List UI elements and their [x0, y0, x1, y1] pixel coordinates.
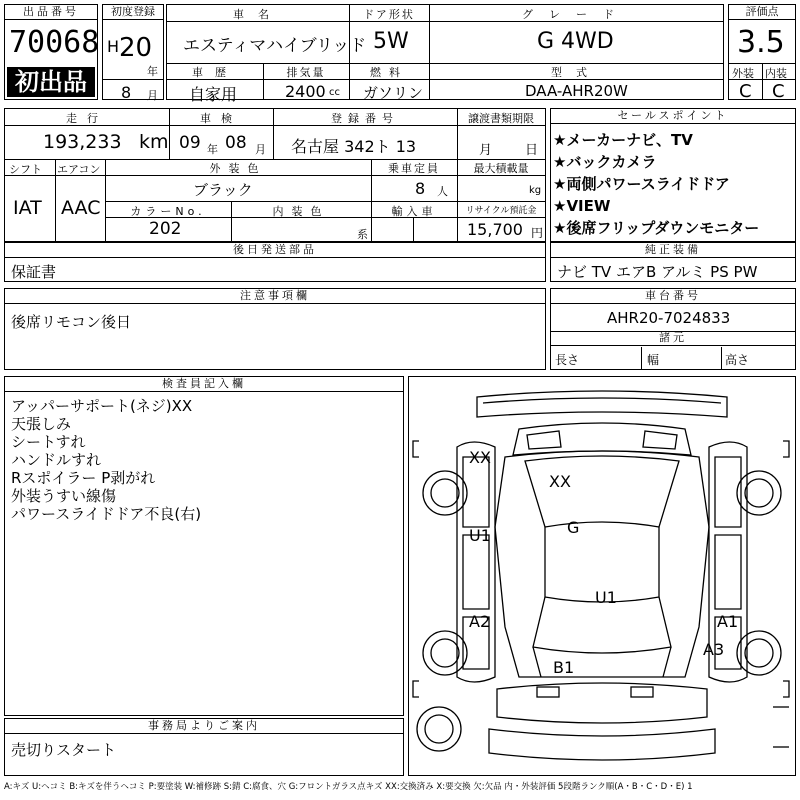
- interior-score: C: [772, 81, 785, 102]
- inspection-month: 08: [225, 133, 247, 153]
- shift-label: シフト: [9, 163, 42, 176]
- first-registration-label: 初度登録: [103, 5, 163, 20]
- office-box: [4, 718, 404, 776]
- transfer-deadline-label: 譲渡書類期限: [468, 112, 534, 125]
- inspector-line: 外装うすい線傷: [11, 487, 117, 505]
- legend: A:キズ U:ヘコミ B:キズを伴うヘコミ P:要塗装 W:補修跡 S:錆 C:腐食、穴 G:フロントガラス点キズ XX:交換済み X:要交換 欠:欠品 内・外装評価 5段階ランク順(A・B・C・D・E) 1: [4, 782, 693, 792]
- door-type: 5W: [373, 29, 409, 54]
- interior-color-label: 内装色: [272, 205, 330, 218]
- interior-score-label: 内装: [765, 67, 787, 80]
- capacity: 8: [415, 179, 426, 198]
- lot-number-label: 出品番号: [5, 5, 97, 20]
- max-load-unit: kg: [529, 185, 542, 196]
- later-parts-box: [4, 242, 546, 282]
- history: 自家用: [189, 85, 238, 104]
- vehicle-info-box: [166, 4, 724, 104]
- inspection-year-unit: 年: [207, 143, 218, 156]
- exterior-score-label: 外装: [732, 67, 754, 80]
- recycle-label: リサイクル預託金: [465, 206, 537, 216]
- sales-points-box: [550, 108, 796, 242]
- inspector-box: [4, 376, 404, 716]
- dimensions-label: 諸元: [551, 331, 795, 346]
- sales-point: ★バックカメラ: [553, 153, 657, 171]
- registration-number-label: 登録番号: [331, 112, 399, 125]
- equipment-label: 純正装備: [551, 243, 795, 258]
- sales-point: ★両側パワースライドドア: [553, 175, 730, 193]
- interior-color-unit: 系: [357, 228, 368, 241]
- mileage-label: 走行: [66, 112, 108, 125]
- equipment-box: [550, 242, 796, 282]
- year-unit: 年: [147, 65, 158, 78]
- length-label: 長さ: [555, 353, 580, 367]
- first-listing-badge: 初出品: [7, 67, 95, 97]
- inspection-month-unit: 月: [255, 143, 266, 156]
- registration-number: 名古屋 342ト 13: [291, 137, 417, 156]
- car-name-label: 車名: [233, 8, 283, 21]
- displacement-label: 排気量: [286, 66, 326, 79]
- inspector-line: シートすれ: [11, 433, 86, 451]
- sales-point: ★後席フリップダウンモニター: [553, 219, 760, 237]
- era: H: [107, 37, 120, 56]
- exterior-color: ブラック: [193, 181, 253, 199]
- grade-label: グレード: [522, 8, 630, 21]
- mark-g-glass: G: [567, 518, 580, 537]
- transfer-month: 月: [479, 143, 493, 158]
- inspector-line: ハンドルすれ: [11, 451, 102, 469]
- mark-a1-right-rear: A1: [717, 612, 739, 631]
- mark-u1-left-door: U1: [469, 526, 491, 545]
- later-parts-value: 保証書: [11, 263, 57, 281]
- model-code: DAA-AHR20W: [525, 82, 628, 100]
- registration-month: 8: [121, 83, 132, 102]
- notes-value: 後席リモコン後日: [11, 313, 132, 331]
- model-label: 型式: [551, 66, 601, 79]
- inspection-label: 車検: [200, 112, 242, 125]
- sales-points-list: [553, 129, 759, 239]
- mileage-unit: km: [139, 131, 169, 153]
- max-load-label: 最大積載量: [473, 162, 529, 175]
- capacity-label: 乗車定員: [388, 162, 440, 175]
- fuel-label: 燃料: [370, 66, 408, 79]
- fuel: ガソリン: [363, 84, 424, 102]
- sales-points-label: セールスポイント: [551, 109, 795, 124]
- mark-b1-rear: B1: [553, 658, 575, 677]
- registration-year: 20: [119, 33, 153, 63]
- score: 3.5: [737, 25, 785, 60]
- exterior-color-label: 外装色: [209, 162, 267, 175]
- chassis-box: [550, 288, 796, 370]
- first-registration-box: [102, 4, 164, 100]
- notes-label: 注意事項欄: [5, 289, 545, 304]
- inspection-year: 09: [179, 133, 201, 153]
- mileage: 193,233: [43, 131, 122, 153]
- capacity-unit: 人: [437, 185, 448, 198]
- score-label: 評価点: [729, 5, 795, 20]
- office-label: 事務局よりご案内: [5, 719, 403, 734]
- recycle-fee: 15,700: [467, 220, 523, 239]
- chassis-number: AHR20-7024833: [607, 309, 731, 327]
- grade: G 4WD: [537, 29, 614, 54]
- inspector-line: パワースライドドア不良(右): [11, 505, 202, 523]
- inspector-lines: [11, 397, 201, 523]
- color-number-label: カラーNo.: [130, 205, 206, 218]
- transfer-day: 日: [525, 143, 539, 158]
- lot-number-box: [4, 4, 98, 100]
- shift: IAT: [13, 197, 42, 219]
- later-parts-label: 後日発送部品: [5, 243, 545, 258]
- damage-diagram: [408, 376, 796, 776]
- mark-a2-left-rear: A2: [469, 612, 491, 631]
- displacement: 2400: [285, 82, 326, 101]
- aircon: AAC: [61, 197, 101, 219]
- mark-xx-windshield: XX: [549, 472, 571, 491]
- aircon-label: エアコン: [57, 163, 101, 176]
- sales-point: ★VIEW: [553, 197, 611, 215]
- chassis-label: 車台番号: [551, 289, 795, 304]
- displacement-unit: cc: [329, 87, 340, 98]
- month-unit: 月: [147, 89, 158, 102]
- inspector-line: 天張しみ: [11, 415, 72, 433]
- color-number: 202: [149, 219, 182, 239]
- import-label: 輸入車: [391, 205, 437, 218]
- car-outline-diagram: [409, 377, 795, 775]
- mark-a3-right-quarter: A3: [703, 640, 725, 659]
- inspector-line: アッパーサポート(ネジ)XX: [11, 397, 193, 415]
- specs-box: [4, 108, 546, 242]
- inspector-line: Rスポイラー P剥がれ: [11, 469, 156, 487]
- score-box: [728, 4, 796, 100]
- notes-box: [4, 288, 546, 370]
- width-label: 幅: [647, 353, 660, 367]
- history-label: 車歴: [192, 66, 238, 79]
- car-name: エスティマハイブリッド: [183, 36, 367, 56]
- equipment-value: ナビ TV エアB アルミ PS PW: [557, 263, 758, 281]
- mark-u1-roof: U1: [595, 588, 617, 607]
- sales-point: ★メーカーナビ、TV: [553, 131, 693, 149]
- door-label: ドア形状: [363, 8, 415, 21]
- inspector-label: 検査員記入欄: [5, 377, 403, 392]
- mark-xx-front-left: XX: [469, 448, 491, 467]
- recycle-unit: 円: [531, 226, 544, 240]
- lot-number: 70068: [9, 25, 100, 60]
- height-label: 高さ: [725, 353, 750, 367]
- office-value: 売切りスタート: [11, 741, 117, 759]
- exterior-score: C: [739, 81, 752, 102]
